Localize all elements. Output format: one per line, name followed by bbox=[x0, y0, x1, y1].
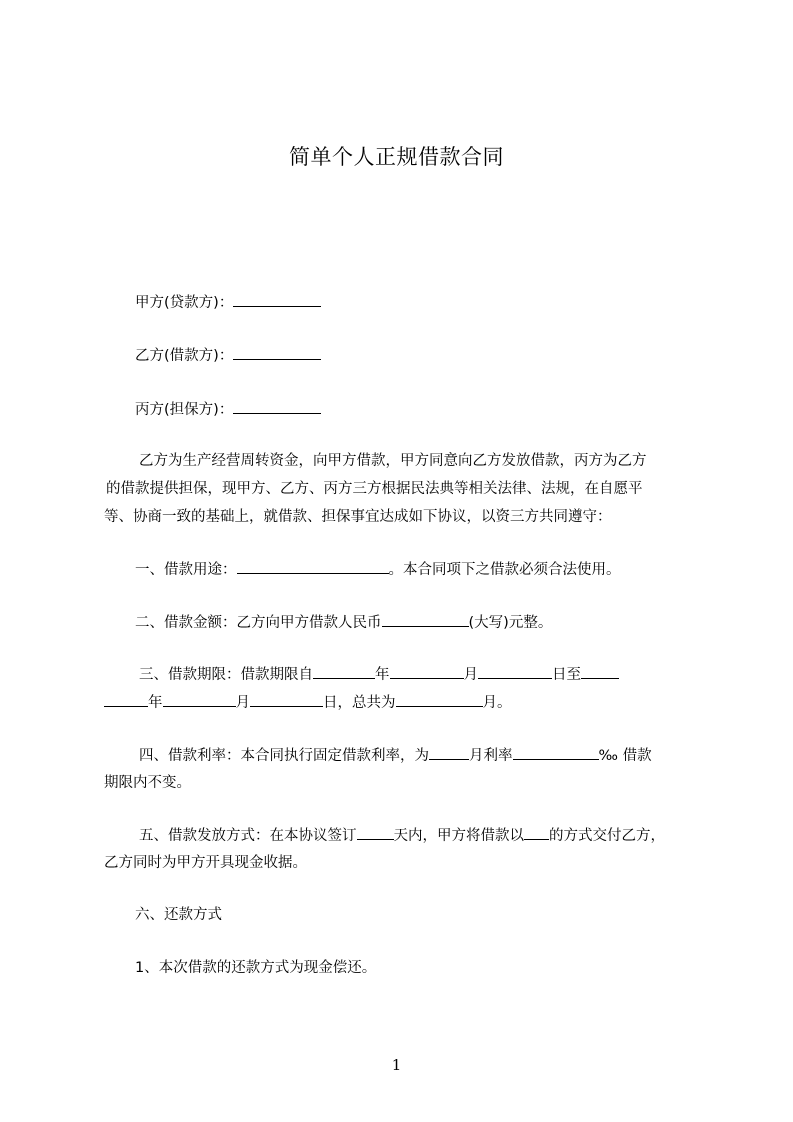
clause-5-line-1 bbox=[139, 826, 665, 845]
borrower-label: 乙方(借款方)： bbox=[135, 348, 234, 364]
clause-3-label: 三、借款期限：借款期限自 bbox=[139, 667, 313, 683]
method-tail-label: 的方式交付乙方， bbox=[549, 828, 665, 844]
clause-4-label: 四、借款利率：本合同执行固定借款利率，为 bbox=[139, 748, 429, 764]
end-year-blank bbox=[104, 693, 148, 707]
rate-type-blank bbox=[429, 746, 469, 760]
borrower-blank bbox=[233, 346, 321, 360]
clause-5-line-2: 乙方同时为甲方开具现金收据。 bbox=[104, 855, 307, 871]
day-total-label: 日，总共为 bbox=[323, 695, 396, 711]
preamble-line-2: 的借款提供担保，现甲方、乙方、丙方三方根据民法典等相关法律、法规，在自愿平 bbox=[106, 481, 643, 497]
clause-4-line-1 bbox=[139, 746, 652, 765]
year-label: 年 bbox=[375, 667, 390, 683]
clause-5-label: 五、借款发放方式：在本协议签订 bbox=[139, 828, 357, 844]
start-month-blank bbox=[390, 665, 464, 679]
days-in-label: 天内，甲方将借款以 bbox=[393, 828, 524, 844]
clause-6-heading: 六、还款方式 bbox=[135, 907, 222, 923]
clause-3-line-2 bbox=[104, 693, 512, 712]
days-blank bbox=[357, 826, 394, 840]
guarantor-line bbox=[135, 400, 321, 419]
clause-2-tail: (大写)元整。 bbox=[468, 615, 553, 631]
lender-line bbox=[135, 293, 321, 312]
preamble-line-3: 等、协商一致的基础上，就借款、担保事宜达成如下协议，以资三方共同遵守： bbox=[104, 509, 612, 525]
lender-label: 甲方(贷款方)： bbox=[135, 295, 234, 311]
lender-blank bbox=[233, 293, 321, 307]
clause-4-line-2: 期限内不变。 bbox=[104, 775, 191, 791]
document-title: 简单个人正规借款合同 bbox=[289, 145, 504, 169]
clause-1-label: 一、借款用途： bbox=[135, 562, 237, 578]
end-year-blank-part bbox=[581, 665, 619, 679]
guarantor-blank bbox=[233, 400, 321, 414]
permille-label: ‰ 借款 bbox=[598, 748, 652, 764]
rate-blank bbox=[513, 746, 599, 760]
month-end-label: 月。 bbox=[482, 695, 512, 711]
start-day-blank bbox=[478, 665, 552, 679]
purpose-blank bbox=[237, 560, 389, 574]
clause-2-text: 二、借款金额：乙方向甲方借款人民币 bbox=[135, 615, 382, 631]
month2-label: 月 bbox=[235, 695, 250, 711]
clause-1 bbox=[135, 560, 621, 579]
total-months-blank bbox=[396, 693, 483, 707]
end-day-blank bbox=[250, 693, 323, 707]
year2-label: 年 bbox=[148, 695, 163, 711]
monthly-rate-label: 月利率 bbox=[469, 748, 513, 764]
method-blank bbox=[524, 826, 549, 840]
preamble-line-1: 乙方为生产经营周转资金，向甲方借款，甲方同意向乙方发放借款，丙方为乙方 bbox=[139, 453, 647, 469]
clause-6-item-1: 1、本次借款的还款方式为现金偿还。 bbox=[135, 960, 377, 976]
clause-1-tail: 。本合同项下之借款必须合法使用。 bbox=[388, 562, 621, 578]
page-number: 1 bbox=[391, 1056, 402, 1074]
day-to-label: 日至 bbox=[552, 667, 581, 683]
guarantor-label: 丙方(担保方)： bbox=[135, 402, 234, 418]
borrower-line bbox=[135, 346, 321, 365]
clause-3-line-1 bbox=[139, 665, 619, 684]
end-month-blank bbox=[163, 693, 236, 707]
month-label: 月 bbox=[463, 667, 478, 683]
amount-blank bbox=[382, 613, 469, 627]
start-year-blank bbox=[313, 665, 375, 679]
clause-2 bbox=[135, 613, 552, 632]
